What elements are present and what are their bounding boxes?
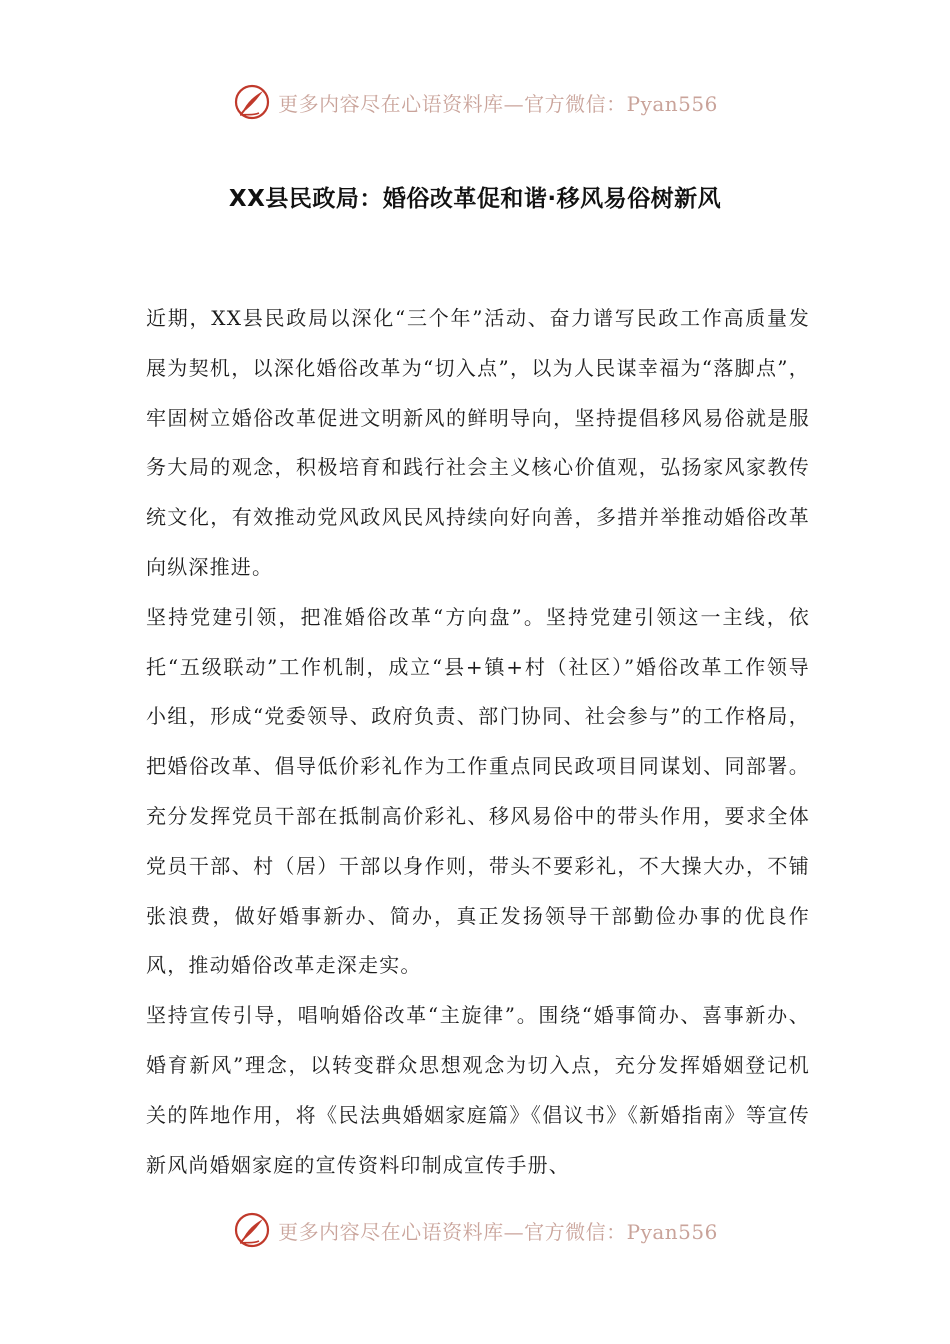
watermark-footer	[0, 1208, 950, 1252]
quill-logo-icon	[232, 1210, 272, 1250]
paragraph: 近期，XX县民政局以深化“三个年”活动、奋力谱写民政工作高质量发展为契机，以深化婚俗改革为“切入点”，以为人民谋幸福为“落脚点”，牢固树立婚俗改革促进文明新风的鲜明导向，坚持提倡移风易俗就是服务大局的观念，积极培育和践行社会主义核心价值观，弘扬家风家教传统文化，有效推动党风政风民风持续向好向善，多措并举推动婚俗改革向纵深推进。	[146, 306, 810, 579]
watermark-header	[0, 80, 950, 124]
paragraph: 坚持党建引领，把准婚俗改革“方向盘”。坚持党建引领这一主线，依托“五级联动”工作机制，成立“县+镇+村（社区）”婚俗改革工作领导小组，形成“党委领导、政府负责、部门协同、社会参与”的工作格局，把婚俗改革、倡导低价彩礼作为工作重点同民政项目同谋划、同部署。充分发挥党员干部在抵制高价彩礼、移风易俗中的带头作用，要求全体党员干部、村（居）干部以身作则，带头不要彩礼，不大操大办，不铺张浪费，做好婚事新办、简办，真正发扬领导干部勤俭办事的优良作风，推动婚俗改革走深走实。	[146, 604, 810, 978]
quill-logo-icon	[232, 82, 272, 122]
paragraph: 坚持宣传引导，唱响婚俗改革“主旋律”。围绕“婚事简办、喜事新办、婚育新风”理念，以转变群众思想观念为切入点，充分发挥婚姻登记机关的阵地作用，将《民法典婚姻家庭篇》《倡议书》《新婚指南》等宣传新风尚婚姻家庭的宣传资料印制成宣传手册、	[146, 1003, 810, 1177]
watermark-text: 更多内容尽在心语资料库—官方微信：Pyan556	[278, 91, 718, 116]
document-title: XX县民政局：婚俗改革促和谐·移风易俗树新风	[228, 186, 722, 212]
document-body	[146, 294, 810, 1190]
watermark-text: 更多内容尽在心语资料库—官方微信：Pyan556	[278, 1219, 718, 1244]
